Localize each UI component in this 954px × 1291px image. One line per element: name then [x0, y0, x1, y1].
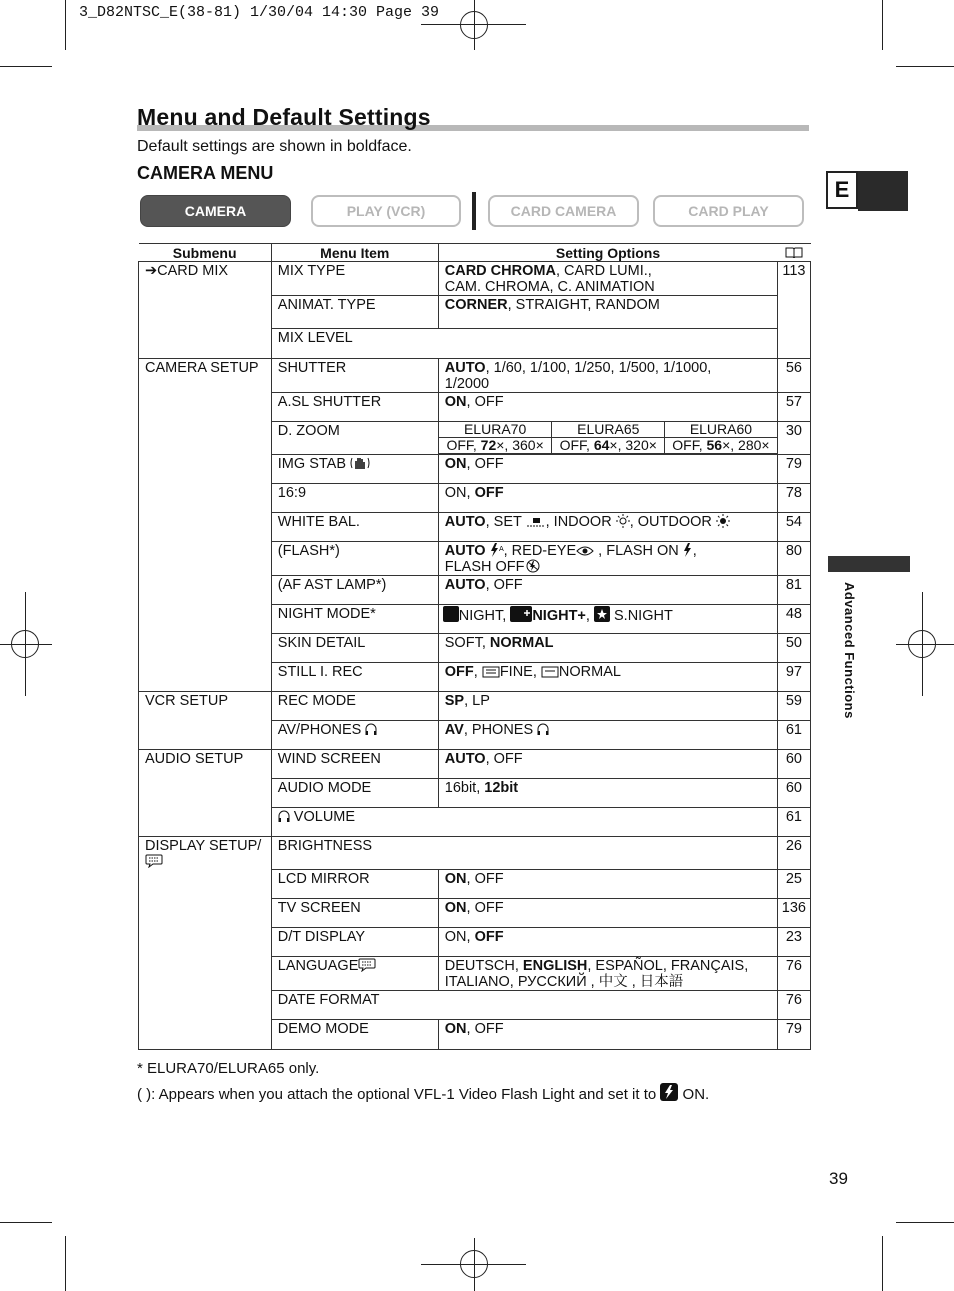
item-rec-mode: REC MODE [271, 692, 438, 721]
page-d-zoom: 30 [777, 422, 810, 455]
options-asl-shutter: ON, OFF [438, 393, 777, 422]
group-audio-setup: AUDIO SETUP [139, 750, 272, 837]
item-tv-screen: TV SCREEN [271, 899, 438, 928]
normal-quality-icon [541, 666, 559, 678]
crop-mark [65, 0, 66, 50]
registration-circle [908, 630, 936, 658]
speech-bubble-icon [358, 958, 376, 972]
page-demo-mode: 79 [777, 1020, 810, 1050]
table-row [139, 359, 811, 393]
flash-off-icon [525, 559, 541, 573]
indoor-bulb-icon [616, 514, 630, 528]
headphones-icon [365, 723, 377, 736]
header-setting-options: Setting Options [438, 244, 777, 262]
options-animat-type: CORNER, STRAIGHT, RANDOM [438, 296, 777, 329]
item-af-lamp: (AF AST LAMP*) [271, 576, 438, 605]
group-card-mix: ➔CARD MIX [139, 262, 272, 359]
headphones-icon [278, 810, 290, 823]
page-still-rec: 97 [777, 663, 810, 692]
item-still-rec: STILL I. REC [271, 663, 438, 692]
page-rec-mode: 59 [777, 692, 810, 721]
page-skin-detail: 50 [777, 634, 810, 663]
page-card-mix: 113 [777, 262, 810, 359]
page-date-format: 76 [777, 991, 810, 1020]
page-brightness: 26 [777, 837, 810, 870]
page-16-9: 78 [777, 484, 810, 513]
page-number: 39 [829, 1169, 848, 1188]
options-night-mode: NIGHT, NIGHT+, S.NIGHT [438, 605, 777, 634]
item-night-mode: NIGHT MODE* [271, 605, 438, 634]
group-camera-setup: CAMERA SETUP [139, 359, 272, 692]
zoom-grid [439, 421, 777, 454]
crop-mark [0, 1222, 52, 1223]
header-submenu: Submenu [139, 244, 272, 262]
page-tv-screen: 136 [777, 899, 810, 928]
footnote-flash: ( ): Appears when you attach the optional VFL-1 Video Flash Light and set it to ON. [137, 1083, 709, 1103]
item-white-bal: WHITE BAL. [271, 513, 438, 542]
zoom-value: OFF, 64×, 320× [551, 437, 664, 454]
item-flash: (FLASH*) [271, 542, 438, 576]
tab-card-play[interactable]: CARD PLAY [653, 195, 804, 227]
item-animat-type: ANIMAT. TYPE [271, 296, 438, 329]
table-row [139, 837, 811, 870]
options-wind-screen: AUTO, OFF [438, 750, 777, 779]
zoom-model: ELURA65 [551, 421, 664, 437]
outdoor-sun-icon [716, 514, 730, 528]
registration-circle [460, 11, 488, 39]
page-lcd-mirror: 25 [777, 870, 810, 899]
page-shutter: 56 [777, 359, 810, 393]
options-demo-mode: ON, OFF [438, 1020, 777, 1050]
hand-shake-icon [350, 456, 370, 470]
options-shutter: AUTO, 1/60, 1/100, 1/250, 1/500, 1/1000, 1/2000 [438, 359, 777, 393]
options-mix-type: CARD CHROMA, CARD LUMI., CAM. CHROMA, C. ANIMATION [438, 262, 777, 296]
table-row [139, 750, 811, 779]
item-demo-mode: DEMO MODE [271, 1020, 438, 1050]
item-av-phones: AV/PHONES [271, 721, 438, 750]
page-night-mode: 48 [777, 605, 810, 634]
item-img-stab: IMG STAB [271, 455, 438, 484]
table-row [139, 262, 811, 296]
page-title: Menu and Default Settings [137, 104, 431, 130]
tab-play-vcr[interactable]: PLAY (VCR) [311, 195, 461, 227]
options-16-9: ON, OFF [438, 484, 777, 513]
zoom-model: ELURA70 [463, 421, 527, 437]
page-af-lamp: 81 [777, 576, 810, 605]
super-night-icon [594, 606, 610, 622]
print-header: 3_D82NTSC_E(38-81) 1/30/04 14:30 Page 39 [79, 4, 440, 21]
options-rec-mode: SP, LP [438, 692, 777, 721]
tab-camera[interactable]: CAMERA [140, 195, 291, 227]
item-lcd-mirror: LCD MIRROR [271, 870, 438, 899]
page-white-bal: 54 [777, 513, 810, 542]
item-shutter: SHUTTER [271, 359, 438, 393]
svg-text:A: A [498, 545, 504, 553]
crop-mark [0, 66, 52, 67]
registration-circle [460, 1250, 488, 1278]
item-date-format: DATE FORMAT [271, 991, 777, 1020]
crop-mark [882, 0, 883, 50]
header-page [777, 244, 810, 262]
item-wind-screen: WIND SCREEN [271, 750, 438, 779]
set-wb-icon [526, 516, 546, 528]
night-plus-icon [510, 606, 532, 622]
zoom-model: ELURA60 [664, 421, 777, 437]
options-skin-detail: SOFT, NORMAL [438, 634, 777, 663]
item-mix-type: MIX TYPE [271, 262, 438, 296]
table-header-row [139, 244, 811, 262]
options-dt-display: ON, OFF [438, 928, 777, 957]
page-av-phones: 61 [777, 721, 810, 750]
crop-mark [65, 1236, 66, 1291]
crop-mark [896, 1222, 954, 1223]
item-mix-level: MIX LEVEL [271, 329, 777, 359]
item-dt-display: D/T DISPLAY [271, 928, 438, 957]
item-volume: VOLUME [271, 808, 777, 837]
page-wind-screen: 60 [777, 750, 810, 779]
zoom-value: OFF, 56×, 280× [664, 437, 777, 454]
group-vcr-setup: VCR SETUP [139, 692, 272, 750]
crop-mark [882, 1236, 883, 1291]
footnote-models: * ELURA70/ELURA65 only. [137, 1060, 320, 1077]
options-white-bal: AUTO, SET , INDOOR , OUTDOOR [438, 513, 777, 542]
options-d-zoom [438, 422, 777, 455]
options-af-lamp: AUTO, OFF [438, 576, 777, 605]
tab-card-camera[interactable]: CARD CAMERA [488, 195, 639, 227]
fine-quality-icon [482, 666, 500, 678]
page-flash: 80 [777, 542, 810, 576]
zoom-value: OFF, 72×, 360× [439, 437, 552, 454]
options-av-phones: AV, PHONES [438, 721, 777, 750]
page-subtitle: Default settings are shown in boldface. [137, 138, 412, 155]
page-dt-display: 23 [777, 928, 810, 957]
book-icon [785, 246, 803, 258]
section-heading: CAMERA MENU [137, 163, 274, 183]
crop-mark [896, 66, 954, 67]
options-still-rec: OFF, FINE, NORMAL [438, 663, 777, 692]
item-brightness: BRIGHTNESS [271, 837, 777, 870]
tab-separator [472, 192, 476, 230]
red-eye-icon [576, 545, 594, 557]
flash-box-icon [660, 1083, 678, 1101]
page-img-stab: 79 [777, 455, 810, 484]
flash-on-icon [683, 543, 693, 557]
table-row [139, 692, 811, 721]
item-language: LANGUAGE [271, 957, 438, 991]
item-16-9: 16:9 [271, 484, 438, 513]
side-tab-letter: E [826, 171, 858, 209]
options-img-stab: ON, OFF [438, 455, 777, 484]
item-d-zoom: D. ZOOM [271, 422, 438, 455]
page-asl-shutter: 57 [777, 393, 810, 422]
settings-table [138, 243, 811, 1050]
item-skin-detail: SKIN DETAIL [271, 634, 438, 663]
headphones-icon [537, 723, 549, 736]
side-label: Advanced Functions [842, 582, 857, 719]
options-language: DEUTSCH, ENGLISH, ESPAÑOL, FRANÇAIS, ITALIANO, РУССКИЙ , 中文 , 日本語 [438, 957, 777, 991]
options-audio-mode: 16bit, 12bit [438, 779, 777, 808]
page-audio-mode: 60 [777, 779, 810, 808]
speech-bubble-icon [145, 854, 163, 868]
item-asl-shutter: A.SL SHUTTER [271, 393, 438, 422]
options-lcd-mirror: ON, OFF [438, 870, 777, 899]
side-tab-fill [858, 171, 908, 211]
side-bar [828, 556, 910, 572]
flash-auto-icon [490, 543, 504, 557]
group-display-setup: DISPLAY SETUP/ [139, 837, 272, 1050]
page-language: 76 [777, 957, 810, 991]
options-flash: AUTO A , RED-EYE , FLASH ON , FLASH OFF [438, 542, 777, 576]
item-audio-mode: AUDIO MODE [271, 779, 438, 808]
registration-circle [11, 630, 39, 658]
options-tv-screen: ON, OFF [438, 899, 777, 928]
night-moon-icon [443, 606, 459, 622]
header-menu-item: Menu Item [271, 244, 438, 262]
page-volume: 61 [777, 808, 810, 837]
